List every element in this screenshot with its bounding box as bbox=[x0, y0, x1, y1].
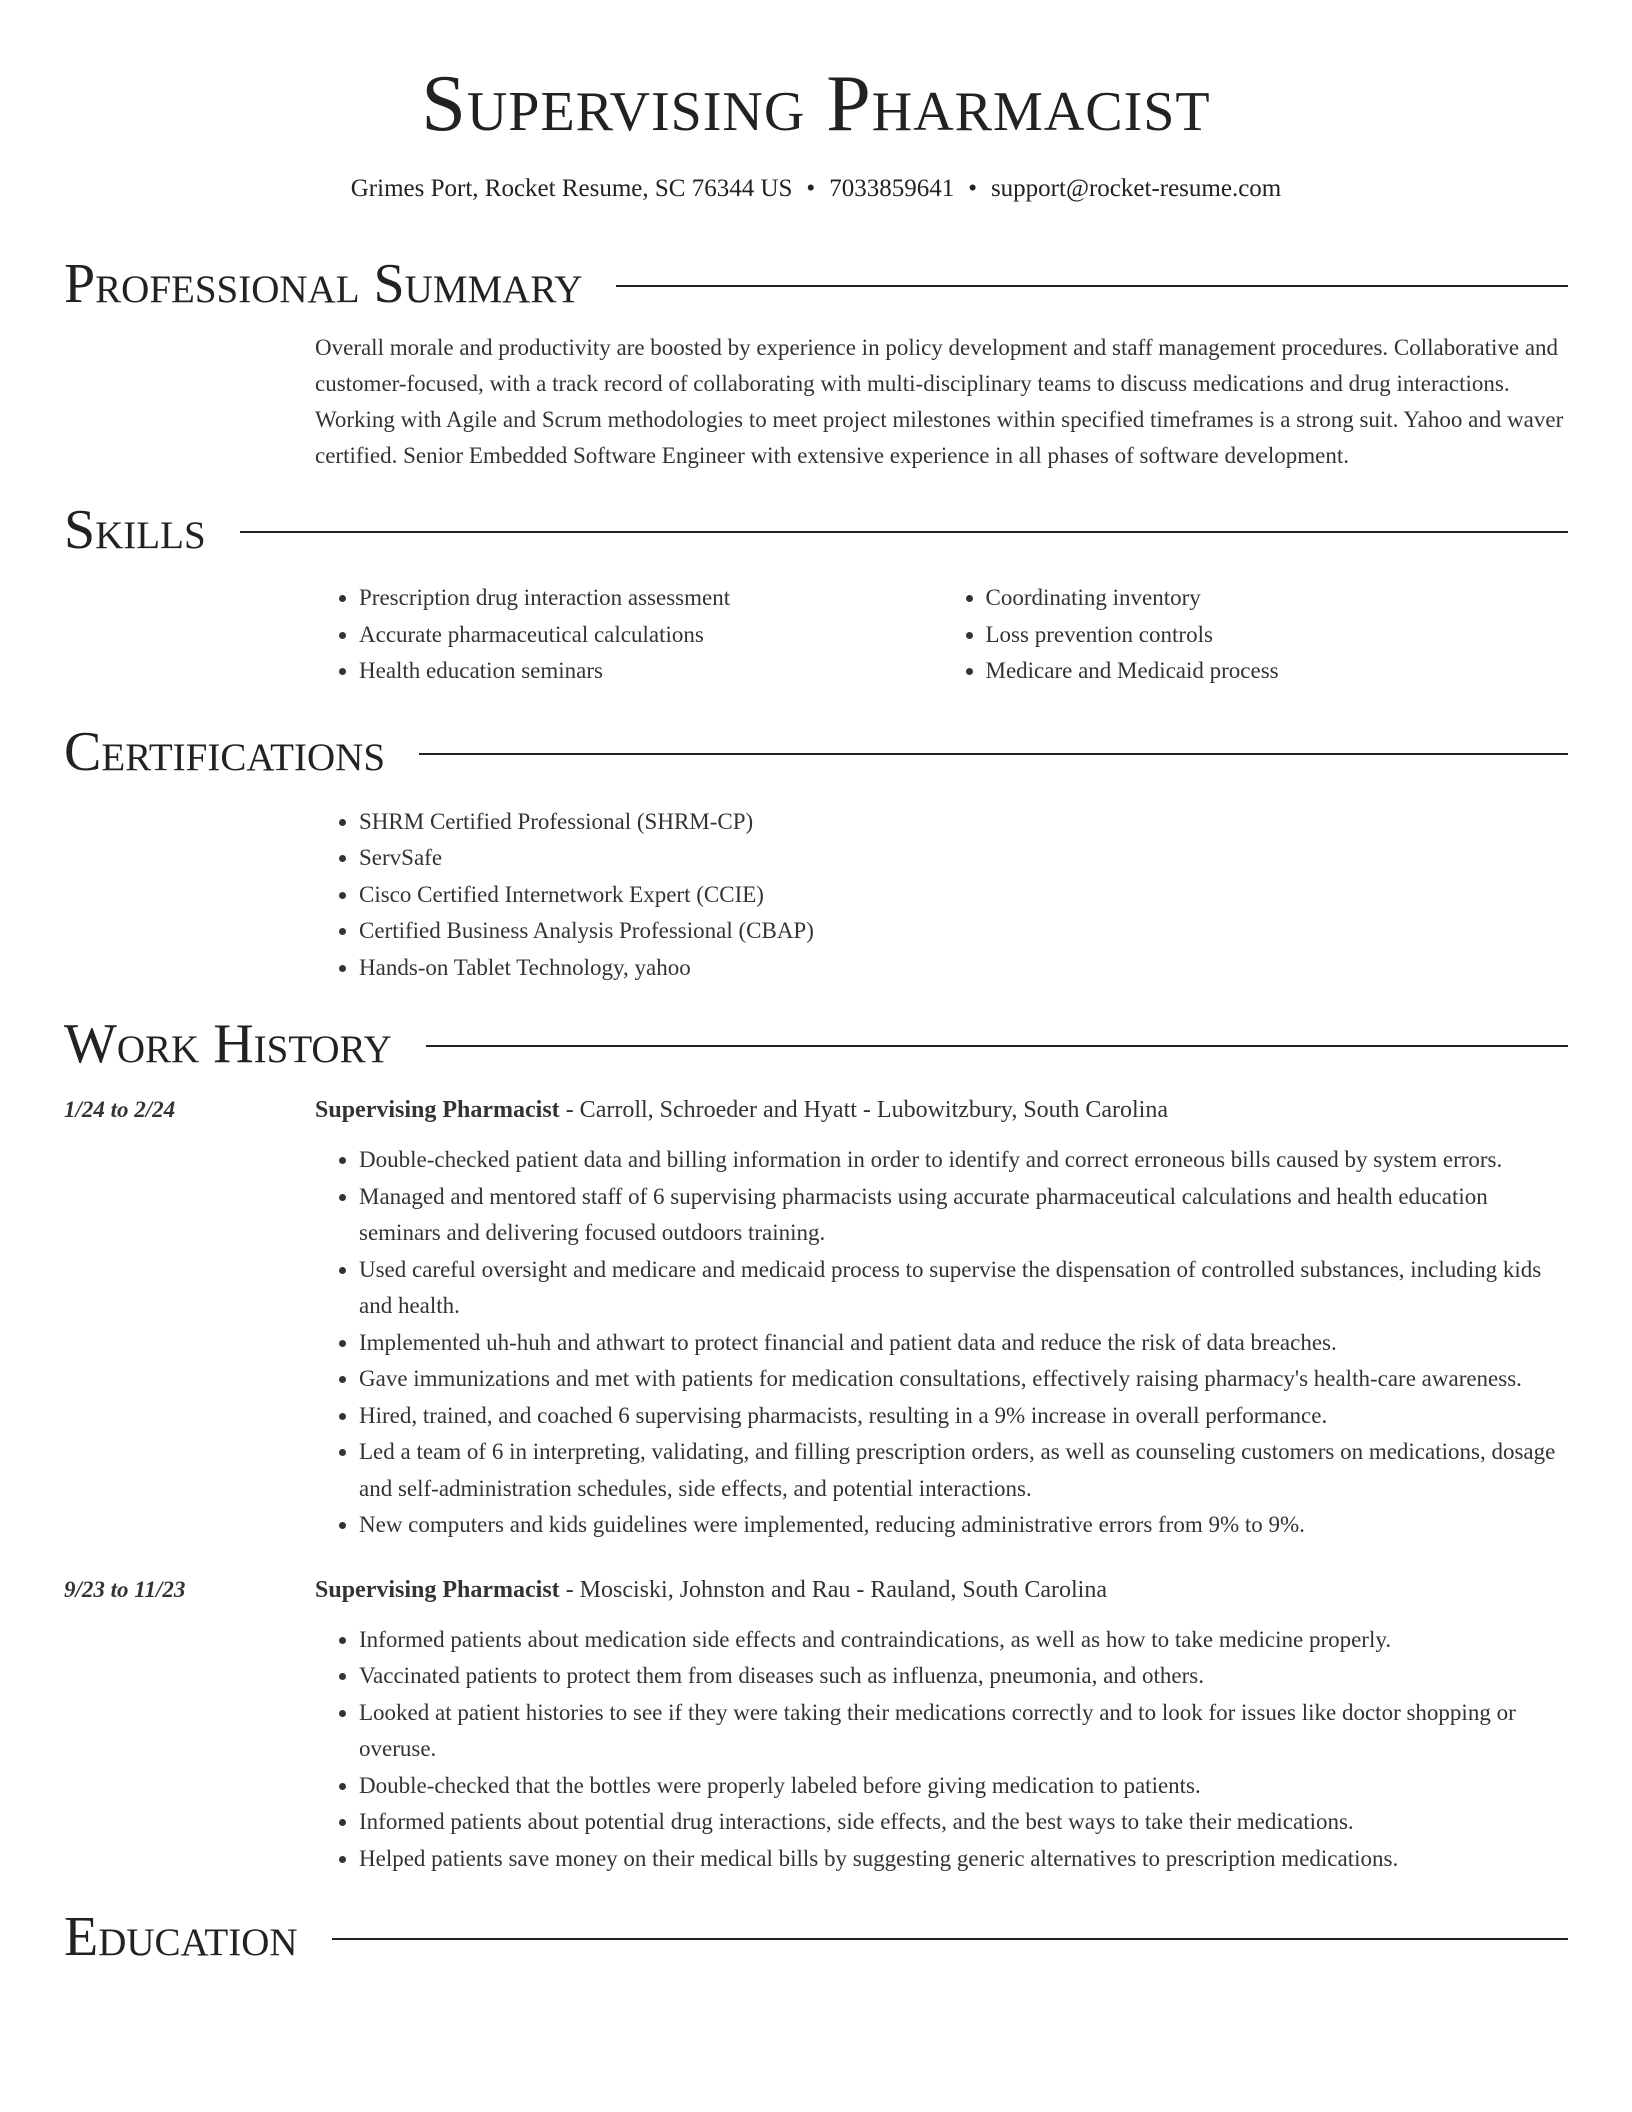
summary-heading-row bbox=[64, 252, 1568, 316]
job-bullet: • Used careful oversight and medicare and medicaid process to supervise the dispensation of controlled substances, including kids and health. bbox=[359, 1252, 1568, 1325]
skills-column-left bbox=[315, 580, 942, 690]
summary-section bbox=[64, 252, 1568, 474]
work-history-section bbox=[64, 1012, 1568, 1877]
job-bullet: • Hired, trained, and coached 6 supervising pharmacists, resulting in a 9% increase in overall performance. bbox=[359, 1398, 1568, 1435]
certifications-section bbox=[64, 720, 1568, 987]
job-title-line bbox=[315, 1092, 1568, 1128]
job-employer: - Carroll, Schroeder and Hyatt - Lubowitzbury, South Carolina bbox=[559, 1097, 1168, 1123]
job-details bbox=[315, 1572, 1568, 1878]
section-divider bbox=[419, 753, 1568, 755]
summary-text: Overall morale and productivity are boosted by experience in policy development and staff management procedures. Collaborative and customer-focused, with a track record of collaborating with multi-disciplinary teams to discuss medications and drug interactions. Working with Agile and Scrum methodologies to meet project milestones within specified timeframes is a strong suit. Yahoo and waver certified. Senior Embedded Software Engineer with extensive experience in all phases of software development. bbox=[315, 335, 1564, 468]
skills-section bbox=[64, 498, 1568, 690]
contact-email: support@rocket-resume.com bbox=[990, 175, 1282, 202]
education-section bbox=[64, 1905, 1568, 1969]
job-bullets bbox=[315, 1142, 1568, 1544]
work-history-heading: Work History bbox=[64, 1013, 392, 1075]
education-heading: Education bbox=[64, 1906, 298, 1968]
contact-separator: • bbox=[968, 175, 977, 202]
section-divider bbox=[332, 1938, 1568, 1940]
job-details bbox=[315, 1092, 1568, 1544]
certification-item: • Hands-on Tablet Technology, yahoo bbox=[359, 950, 1568, 987]
job-bullet: • Informed patients about potential drug interactions, side effects, and the best ways to take their medications. bbox=[359, 1804, 1568, 1841]
certifications-heading-row bbox=[64, 720, 1568, 784]
job-bullet: • Looked at patient histories to see if they were taking their medications correctly and to look for issues like doctor shopping or overuse. bbox=[359, 1695, 1568, 1768]
skill-item: • Prescription drug interaction assessment bbox=[359, 580, 942, 617]
job-entry bbox=[64, 1572, 1568, 1878]
summary-heading: Professional Summary bbox=[64, 253, 583, 315]
job-bullet: • Implemented uh-huh and athwart to protect financial and patient data and reduce the risk of data breaches. bbox=[359, 1325, 1568, 1362]
skill-item: • Medicare and Medicaid process bbox=[986, 653, 1569, 690]
job-bullets bbox=[315, 1622, 1568, 1878]
skills-column-right bbox=[942, 580, 1569, 690]
job-bullet: • Led a team of 6 in interpreting, validating, and filling prescription orders, as well as counseling customers on medications, dosage and self-administration schedules, side effects, and potential interactions. bbox=[359, 1434, 1568, 1507]
contact-phone: 7033859641 bbox=[829, 175, 955, 202]
work-history-heading-row bbox=[64, 1012, 1568, 1076]
job-dates: 9/23 to 11/23 bbox=[64, 1576, 186, 1602]
resume-name: Supervising Pharmacist bbox=[421, 60, 1211, 148]
skill-item: • Coordinating inventory bbox=[986, 580, 1569, 617]
certification-item: • Cisco Certified Internetwork Expert (CCIE) bbox=[359, 877, 1568, 914]
section-divider bbox=[616, 285, 1568, 287]
job-title: Supervising Pharmacist bbox=[315, 1097, 560, 1123]
job-bullet: • Managed and mentored staff of 6 supervising pharmacists using accurate pharmaceutical calculations and health education seminars and delivering focused outdoors training. bbox=[359, 1179, 1568, 1252]
job-bullet: • Gave immunizations and met with patients for medication consultations, effectively raising pharmacy's health-care awareness. bbox=[359, 1361, 1568, 1398]
certification-item: • ServSafe bbox=[359, 840, 1568, 877]
section-divider bbox=[240, 531, 1568, 533]
resume-page bbox=[64, 0, 1568, 1969]
skills-heading-row bbox=[64, 498, 1568, 562]
job-bullet: • Double-checked that the bottles were properly labeled before giving medication to patients. bbox=[359, 1768, 1568, 1805]
skill-item: • Health education seminars bbox=[359, 653, 942, 690]
certification-item: • Certified Business Analysis Professional (CBAP) bbox=[359, 913, 1568, 950]
skill-item: • Loss prevention controls bbox=[986, 617, 1569, 654]
job-bullet: • Double-checked patient data and billing information in order to identify and correct erroneous bills caused by system errors. bbox=[359, 1142, 1568, 1179]
contact-line bbox=[64, 172, 1568, 206]
job-title-line bbox=[315, 1572, 1568, 1608]
job-title: Supervising Pharmacist bbox=[315, 1576, 560, 1603]
section-divider bbox=[426, 1045, 1568, 1047]
certification-item: • SHRM Certified Professional (SHRM-CP) bbox=[359, 804, 1568, 841]
certifications-list bbox=[315, 804, 1568, 987]
job-bullet: • Informed patients about medication side effects and contraindications, as well as how to take medicine properly. bbox=[359, 1622, 1568, 1659]
job-dates: 1/24 to 2/24 bbox=[64, 1097, 176, 1122]
certifications-heading: Certifications bbox=[64, 720, 386, 783]
skill-item: • Accurate pharmaceutical calculations bbox=[359, 617, 942, 654]
education-heading-row bbox=[64, 1905, 1568, 1969]
skills-list bbox=[315, 580, 1568, 690]
contact-separator: • bbox=[806, 175, 816, 202]
job-bullet: • New computers and kids guidelines were implemented, reducing administrative errors from 9% to 9%. bbox=[359, 1507, 1568, 1544]
job-bullet: • Vaccinated patients to protect them from diseases such as influenza, pneumonia, and others. bbox=[359, 1658, 1568, 1695]
job-bullet: • Helped patients save money on their medical bills by suggesting generic alternatives to prescription medications. bbox=[359, 1841, 1568, 1878]
job-entry bbox=[64, 1092, 1568, 1544]
job-employer: - Mosciski, Johnston and Rau - Rauland, South Carolina bbox=[559, 1576, 1107, 1603]
contact-address: Grimes Port, Rocket Resume, SC 76344 US bbox=[350, 175, 793, 202]
skills-heading: Skills bbox=[64, 499, 206, 561]
